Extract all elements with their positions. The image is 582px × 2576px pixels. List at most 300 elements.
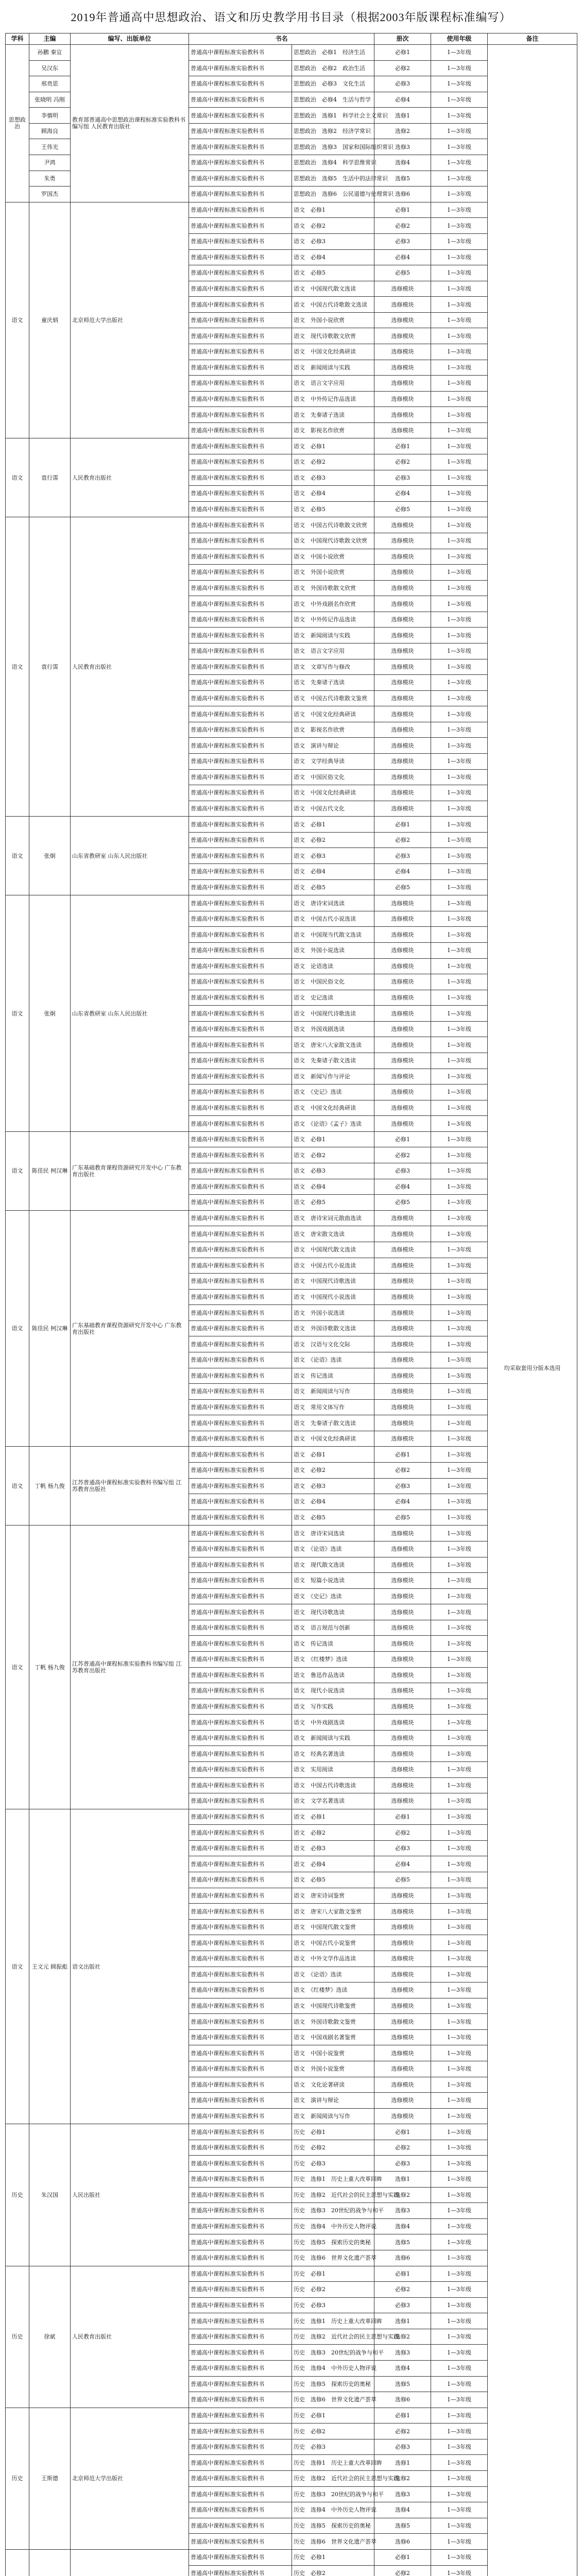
cell-grade: 1—3年级 [431,2424,488,2439]
cell-nature: 选修模块 [374,1037,431,1053]
cell-grade: 1—3年级 [431,1242,488,1258]
cell-book-volume: 语文 《论语》选读 [292,1352,374,1368]
cell-book-series: 普通高中课程标准实验教科书 [189,864,292,880]
cell-book-series: 普通高中课程标准实验教科书 [189,1588,292,1604]
cell-nature: 必修4 [374,486,431,502]
cell-nature: 选修模块 [374,422,431,438]
cell-nature: 必修2 [374,1463,431,1479]
cell-grade: 1—3年级 [431,2187,488,2203]
cell-book-volume: 历史 选修2 近代社会的民主思想与实践 [292,2329,374,2345]
cell-book-series: 普通高中课程标准实验教科书 [189,942,292,958]
cell-book-volume: 语文 唐诗宋词元散曲选读 [292,1210,374,1226]
cell-nature: 选修模块 [374,706,431,722]
cell-nature: 选修模块 [374,990,431,1006]
cell-book-series: 普通高中课程标准实验教科书 [189,249,292,265]
cell-book-volume: 语文 必修5 [292,879,374,895]
header-editor: 主编 [29,33,71,45]
cell-book-series: 普通高中课程标准实验教科书 [189,1777,292,1793]
cell-book-volume: 语文 必修4 [292,249,374,265]
cell-nature: 选修2 [374,2329,431,2345]
cell-grade: 1—3年级 [431,1415,488,1431]
catalog-table [5,33,577,2576]
cell-book-volume: 语文 演讲与辩论 [292,738,374,754]
cell-grade: 1—3年级 [431,1116,488,1132]
cell-grade: 1—3年级 [431,1604,488,1620]
cell-subject: 语文 [6,517,29,817]
cell-book-volume: 语文 必修5 [292,1195,374,1211]
cell-book-volume: 历史 选修4 中外历史人物评说 [292,2360,374,2376]
cell-book-series: 普通高中课程标准实验教科书 [189,2266,292,2282]
cell-grade: 1—3年级 [431,1573,488,1589]
cell-book-series: 普通高中课程标准实验教科书 [189,2077,292,2093]
cell-book-series: 普通高中课程标准实验教科书 [189,407,292,423]
cell-book-series: 普通高中课程标准实验教科书 [189,123,292,139]
cell-grade: 1—3年级 [431,990,488,1006]
cell-book-series: 普通高中课程标准实验教科书 [189,628,292,643]
header-note: 备注 [488,33,577,45]
cell-book-series: 普通高中课程标准实验教科书 [189,911,292,927]
cell-book-volume: 语文 新闻阅读与实践 [292,628,374,643]
cell-publisher: 北京师范大学出版社 [71,202,189,438]
cell-nature: 选修3 [374,2486,431,2502]
cell-nature: 选修模块 [374,517,431,533]
cell-book-series: 普通高中课程标准实验教科书 [189,580,292,596]
cell-subject: 思想政治 [6,45,29,202]
cell-nature: 必修3 [374,848,431,864]
cell-nature: 选修6 [374,2250,431,2266]
cell-book-volume: 语文 史记选读 [292,990,374,1006]
cell-book-series: 普通高中课程标准实验教科书 [189,1620,292,1636]
cell-grade: 1—3年级 [431,1557,488,1573]
cell-book-series: 普通高中课程标准实验教科书 [189,2360,292,2376]
cell-editor: 王文元 顾振彪 [29,1809,71,2124]
cell-publisher: 山东省教研室 山东人民出版社 [71,895,189,1132]
cell-grade: 1—3年级 [431,1840,488,1856]
cell-book-series: 普通高中课程标准实验教科书 [189,706,292,722]
cell-grade: 1—3年级 [431,1384,488,1400]
cell-nature: 选修模块 [374,2045,431,2061]
cell-book-series: 普通高中课程标准实验教科书 [189,1967,292,1982]
cell-book-volume: 语文 现代散文选读 [292,1557,374,1573]
cell-nature: 选修1 [374,2172,431,2188]
cell-book-volume: 思想政治 选修5 生活中的法律常识 [292,171,374,187]
cell-book-series: 普通高中课程标准实验教科书 [189,1604,292,1620]
cell-book-volume: 语文 中国古代文化 [292,801,374,817]
cell-book-series: 普通高中课程标准实验教科书 [189,1084,292,1100]
cell-nature: 选修模块 [374,1431,431,1447]
cell-book-volume: 思想政治 必修2 政治生活 [292,60,374,76]
cell-nature: 选修模块 [374,612,431,628]
cell-nature: 选修4 [374,155,431,171]
cell-nature: 选修3 [374,2345,431,2361]
cell-book-volume: 语文 必修4 [292,864,374,880]
cell-grade: 1—3年级 [431,1368,488,1384]
cell-book-volume: 思想政治 必修1 经济生活 [292,45,374,61]
cell-nature: 选修5 [374,2376,431,2392]
cell-book-series: 普通高中课程标准实验教科书 [189,1573,292,1589]
cell-book-series: 普通高中课程标准实验教科书 [189,801,292,817]
cell-book-series: 普通高中课程标准实验教科书 [189,1651,292,1667]
cell-book-series: 普通高中课程标准实验教科书 [189,1541,292,1557]
cell-book-volume: 历史 选修2 近代社会的民主思想与实践 [292,2187,374,2203]
cell-grade: 1—3年级 [431,92,488,108]
cell-book-volume: 历史 必修3 [292,2439,374,2455]
cell-nature: 选修模块 [374,785,431,801]
cell-grade: 1—3年级 [431,958,488,974]
cell-nature: 选修模块 [374,1699,431,1715]
cell-book-volume: 语文 中外戏剧选读 [292,1715,374,1731]
cell-grade: 1—3年级 [431,2014,488,2030]
cell-editor: 陈佳民 柯汉琳 [29,1131,71,1210]
cell-nature: 选修模块 [374,533,431,549]
cell-nature: 选修模块 [374,801,431,817]
cell-book-series: 普通高中课程标准实验教科书 [189,155,292,171]
cell-editor: 朱勇 [29,171,71,187]
cell-grade: 1—3年级 [431,1951,488,1967]
cell-book-volume: 语文 语言规范与创新 [292,1620,374,1636]
cell-book-series: 普通高中课程标准实验教科书 [189,1840,292,1856]
cell-nature: 选修模块 [374,1526,431,1541]
cell-book-series: 普通高中课程标准实验教科书 [189,832,292,848]
cell-book-series: 普通高中课程标准实验教科书 [189,2313,292,2329]
cell-grade: 1—3年级 [431,2534,488,2550]
cell-editor: 袁行霈 [29,517,71,817]
cell-book-series: 普通高中课程标准实验教科书 [189,2124,292,2140]
cell-book-series: 普通高中课程标准实验教科书 [189,2565,292,2576]
cell-nature: 选修模块 [374,1636,431,1652]
cell-nature: 必修1 [374,202,431,218]
cell-nature: 必修2 [374,2140,431,2156]
cell-book-volume: 语文 论语选读 [292,958,374,974]
header-grade: 使用年级 [431,33,488,45]
cell-book-volume: 语文 实用阅读 [292,1762,374,1778]
cell-book-volume: 语文 先秦诸子选读 [292,675,374,691]
cell-grade: 1—3年级 [431,2565,488,2576]
cell-book-volume: 语文 中国现代散文选读 [292,1242,374,1258]
cell-nature: 选修模块 [374,1620,431,1636]
cell-grade: 1—3年级 [431,1084,488,1100]
cell-book-volume: 语文 中国小说欣赏 [292,549,374,565]
cell-grade: 1—3年级 [431,2203,488,2219]
cell-nature: 选修模块 [374,1667,431,1683]
cell-book-series: 普通高中课程标准实验教科书 [189,1935,292,1951]
cell-book-volume: 思想政治 必修3 文化生活 [292,76,374,92]
cell-book-volume: 语文 汉语与文化交际 [292,1336,374,1352]
cell-book-series: 普通高中课程标准实验教科书 [189,1478,292,1494]
cell-book-series: 普通高中课程标准实验教科书 [189,2471,292,2487]
cell-grade: 1—3年级 [431,2124,488,2140]
cell-book-volume: 语文 文化论著研读 [292,2077,374,2093]
cell-book-series: 普通高中课程标准实验教科书 [189,879,292,895]
cell-grade: 1—3年级 [431,1793,488,1809]
cell-grade: 1—3年级 [431,1683,488,1699]
cell-book-volume: 语文 唐诗宋词选读 [292,895,374,911]
cell-book-series: 普通高中课程标准实验教科书 [189,1384,292,1400]
cell-book-series: 普通高中课程标准实验教科书 [189,738,292,754]
cell-nature: 选修模块 [374,1651,431,1667]
cell-book-series: 普通高中课程标准实验教科书 [189,1809,292,1825]
cell-book-volume: 历史 选修3 20世纪的战争与和平 [292,2203,374,2219]
cell-grade: 1—3年级 [431,328,488,344]
cell-book-series: 普通高中课程标准实验教科书 [189,1069,292,1084]
cell-grade: 1—3年级 [431,2486,488,2502]
cell-grade: 1—3年级 [431,659,488,675]
cell-book-volume: 语文 必修4 [292,1494,374,1510]
cell-grade: 1—3年级 [431,848,488,864]
cell-book-volume: 语文 中国古代诗歌选读 [292,1777,374,1793]
cell-grade: 1—3年级 [431,769,488,785]
cell-book-series: 普通高中课程标准实验教科书 [189,1431,292,1447]
cell-book-volume: 语文 中国小说鉴赏 [292,2045,374,2061]
cell-book-volume: 语文 必修2 [292,218,374,234]
cell-book-series: 普通高中课程标准实验教科书 [189,1006,292,1022]
cell-book-volume: 语文 必修5 [292,265,374,281]
cell-book-series: 普通高中课程标准实验教科书 [189,2250,292,2266]
cell-grade: 1—3年级 [431,360,488,376]
cell-grade: 1—3年级 [431,1998,488,2014]
cell-book-volume: 思想政治 选修2 经济学常识 [292,123,374,139]
cell-book-series: 普通高中课程标准实验教科书 [189,1699,292,1715]
cell-book-volume: 语文 中国现代散文鉴赏 [292,1919,374,1935]
cell-grade: 1—3年级 [431,1919,488,1935]
cell-grade: 1—3年级 [431,2502,488,2518]
cell-nature: 必修5 [374,879,431,895]
cell-book-series: 普通高中课程标准实验教科书 [189,1510,292,1526]
cell-grade: 1—3年级 [431,690,488,706]
cell-grade: 1—3年级 [431,754,488,770]
cell-grade: 1—3年级 [431,422,488,438]
cell-book-series: 普通高中课程标准实验教科书 [189,958,292,974]
cell-nature: 必修3 [374,2439,431,2455]
cell-book-volume: 语文 必修1 [292,1131,374,1147]
cell-grade: 1—3年级 [431,187,488,202]
cell-grade: 1—3年级 [431,596,488,612]
cell-nature: 必修1 [374,1447,431,1463]
cell-grade: 1—3年级 [431,376,488,392]
cell-grade: 1—3年级 [431,344,488,360]
cell-grade: 1—3年级 [431,1856,488,1872]
cell-book-series: 普通高中课程标准实验教科书 [189,76,292,92]
cell-nature: 选修模块 [374,722,431,738]
cell-book-volume: 历史 必修3 [292,2297,374,2313]
cell-book-series: 普通高中课程标准实验教科书 [189,1037,292,1053]
cell-subject: 语文 [6,202,29,438]
cell-grade: 1—3年级 [431,2282,488,2298]
cell-book-volume: 语文 外国小说选读 [292,1305,374,1321]
cell-book-volume: 语文 《论语》选读 [292,1541,374,1557]
header-publisher: 编写、出版单位 [71,33,189,45]
cell-grade: 1—3年级 [431,817,488,833]
cell-nature: 必修3 [374,233,431,249]
cell-editor: 罗国杰 [29,187,71,202]
cell-subject: 语文 [6,1447,29,1526]
cell-editor: 尹鸿 [29,155,71,171]
cell-nature: 选修模块 [374,769,431,785]
cell-nature: 选修模块 [374,1258,431,1274]
cell-grade: 1—3年级 [431,722,488,738]
cell-book-volume: 语文 文学经典导读 [292,754,374,770]
cell-nature: 必修2 [374,60,431,76]
cell-nature: 选修模块 [374,643,431,659]
document-title: 2019年普通高中思想政治、语文和历史教学用书目录（根据2003年版课程标准编写） [71,10,511,24]
cell-publisher: 江苏普通高中课程标准实验教科书编写组 江苏教育出版社 [71,1526,189,1809]
cell-publisher: 教育部普通高中思想政治课程标准实验教科书编写组 人民教育出版社 [71,45,189,202]
cell-grade: 1—3年级 [431,1006,488,1022]
cell-nature: 选修模块 [374,1557,431,1573]
cell-book-volume: 语文 外国诗歌散文欣赏 [292,580,374,596]
cell-book-series: 普通高中课程标准实验教科书 [189,2424,292,2439]
cell-book-volume: 语文 必修5 [292,501,374,517]
cell-book-series: 普通高中课程标准实验教科书 [189,281,292,297]
cell-book-series: 普通高中课程标准实验教科书 [189,1226,292,1242]
cell-book-volume: 历史 选修5 探索历史的奥秘 [292,2234,374,2250]
header-book: 书名 [189,33,374,45]
cell-book-series: 普通高中课程标准实验教科书 [189,1762,292,1778]
cell-book-series: 普通高中课程标准实验教科书 [189,2439,292,2455]
cell-nature: 选修模块 [374,549,431,565]
cell-book-volume: 历史 选修1 历史上重大改革回眸 [292,2455,374,2471]
cell-book-series: 普通高中课程标准实验教科书 [189,108,292,124]
cell-book-series: 普通高中课程标准实验教科书 [189,1195,292,1211]
cell-book-series: 普通高中课程标准实验教科书 [189,2108,292,2124]
cell-book-volume: 语文 中国文化经典研读 [292,785,374,801]
cell-book-volume: 语文 唐宋八大家散文鉴赏 [292,1904,374,1920]
cell-book-volume: 语文 现代小说选读 [292,1683,374,1699]
cell-book-volume: 历史 必修2 [292,2140,374,2156]
cell-book-series: 普通高中课程标准实验教科书 [189,1715,292,1731]
cell-editor: 顾海良 [29,123,71,139]
cell-subject: 语文 [6,1210,29,1447]
cell-nature: 必修5 [374,501,431,517]
cell-grade: 1—3年级 [431,1053,488,1069]
cell-grade: 1—3年级 [431,1399,488,1415]
cell-book-series: 普通高中课程标准实验教科书 [189,785,292,801]
cell-book-series: 普通高中课程标准实验教科书 [189,391,292,407]
cell-book-volume: 语文 短篇小说选读 [292,1573,374,1589]
cell-editor: 朱汉国 [29,2124,71,2266]
cell-book-series: 普通高中课程标准实验教科书 [189,1683,292,1699]
cell-grade: 1—3年级 [431,2234,488,2250]
cell-nature: 必修3 [374,1163,431,1179]
cell-nature: 必修5 [374,1195,431,1211]
cell-nature: 选修模块 [374,1116,431,1132]
cell-grade: 1—3年级 [431,2518,488,2534]
cell-grade: 1—3年级 [431,738,488,754]
cell-grade: 1—3年级 [431,580,488,596]
cell-nature: 必修1 [374,1131,431,1147]
cell-nature: 必修3 [374,76,431,92]
cell-grade: 1—3年级 [431,1541,488,1557]
cell-grade: 1—3年级 [431,549,488,565]
cell-nature: 选修模块 [374,927,431,943]
cell-book-volume: 语文 新闻阅读与写作 [292,1384,374,1400]
cell-nature: 选修模块 [374,958,431,974]
cell-nature: 选修模块 [374,1006,431,1022]
cell-book-series: 普通高中课程标准实验教科书 [189,297,292,313]
cell-book-series: 普通高中课程标准实验教科书 [189,1982,292,1998]
cell-grade: 1—3年级 [431,785,488,801]
cell-nature: 选修模块 [374,1242,431,1258]
cell-book-volume: 语文 《红楼梦》选读 [292,1651,374,1667]
cell-book-series: 普通高中课程标准实验教科书 [189,1856,292,1872]
cell-nature: 必修4 [374,1856,431,1872]
cell-book-series: 普通高中课程标准实验教科书 [189,533,292,549]
cell-book-series: 普通高中课程标准实验教科书 [189,171,292,187]
cell-nature: 选修模块 [374,1069,431,1084]
cell-grade: 1—3年级 [431,1715,488,1731]
cell-editor: 李慎明 [29,108,71,124]
cell-book-volume: 语文 中国戏剧名著鉴赏 [292,2029,374,2045]
cell-nature: 必修3 [374,1840,431,1856]
cell-subject: 语文 [6,817,29,895]
cell-book-volume: 语文 外国戏剧选读 [292,1021,374,1037]
cell-book-volume: 语文 必修4 [292,486,374,502]
cell-book-volume: 语文 中国古代小说选读 [292,911,374,927]
header-subject: 学科 [6,33,29,45]
cell-book-series: 普通高中课程标准实验教科书 [189,1447,292,1463]
cell-nature: 选修模块 [374,1573,431,1589]
cell-grade: 1—3年级 [431,1021,488,1037]
cell-nature: 必修1 [374,1809,431,1825]
cell-editor: 袁行霈 [29,438,71,517]
cell-grade: 1—3年级 [431,1195,488,1211]
cell-book-volume: 历史 选修4 中外历史人物评说 [292,2502,374,2518]
cell-book-series: 普通高中课程标准实验教科书 [189,2455,292,2471]
cell-book-series: 普通高中课程标准实验教科书 [189,1320,292,1336]
cell-book-volume: 历史 必修2 [292,2424,374,2439]
cell-book-volume: 语文 影视名作欣赏 [292,722,374,738]
cell-nature: 选修模块 [374,1746,431,1762]
cell-grade: 1—3年级 [431,1510,488,1526]
cell-nature: 选修模块 [374,1793,431,1809]
cell-book-series: 普通高中课程标准实验教科书 [189,1116,292,1132]
cell-book-volume: 思想政治 选修1 科学社会主义常识 [292,108,374,124]
cell-book-series: 普通高中课程标准实验教科书 [189,328,292,344]
cell-publisher: 语文出版社 [71,1809,189,2124]
cell-book-volume: 历史 选修6 世界文化遗产荟萃 [292,2250,374,2266]
cell-book-series: 普通高中课程标准实验教科书 [189,2297,292,2313]
cell-book-series: 普通高中课程标准实验教科书 [189,1399,292,1415]
cell-grade: 1—3年级 [431,108,488,124]
cell-editor: 徐斌 [29,2266,71,2408]
cell-grade: 1—3年级 [431,2108,488,2124]
cell-grade: 1—3年级 [431,1069,488,1084]
cell-book-volume: 语文 外国小说鉴赏 [292,2061,374,2077]
cell-nature: 选修3 [374,2203,431,2219]
cell-editor: 王斯德 [29,2408,71,2549]
cell-nature: 选修模块 [374,360,431,376]
cell-book-series: 普通高中课程标准实验教科书 [189,1463,292,1479]
cell-nature: 必修4 [374,249,431,265]
cell-book-volume: 语文 《论语》选读 [292,1967,374,1982]
cell-book-series: 普通高中课程标准实验教科书 [189,1053,292,1069]
cell-nature: 必修2 [374,2424,431,2439]
cell-book-volume: 语文 中国现代诗歌鉴赏 [292,1998,374,2014]
cell-grade: 1—3年级 [431,706,488,722]
cell-book-series: 普通高中课程标准实验教科书 [189,60,292,76]
cell-nature: 选修模块 [374,376,431,392]
cell-book-series: 普通高中课程标准实验教科书 [189,1100,292,1116]
cell-book-volume: 语文 传记选读 [292,1368,374,1384]
cell-book-volume: 历史 选修1 历史上重大改革回眸 [292,2313,374,2329]
cell-book-volume: 语文 必修1 [292,1809,374,1825]
cell-editor [29,2549,71,2576]
cell-book-volume: 语文 新闻阅读与写作 [292,2108,374,2124]
cell-publisher: 人民出版社 [71,2124,189,2266]
cell-book-volume: 语文 中国文化经典研读 [292,706,374,722]
cell-nature: 选修模块 [374,1967,431,1982]
cell-book-series: 普通高中课程标准实验教科书 [189,376,292,392]
